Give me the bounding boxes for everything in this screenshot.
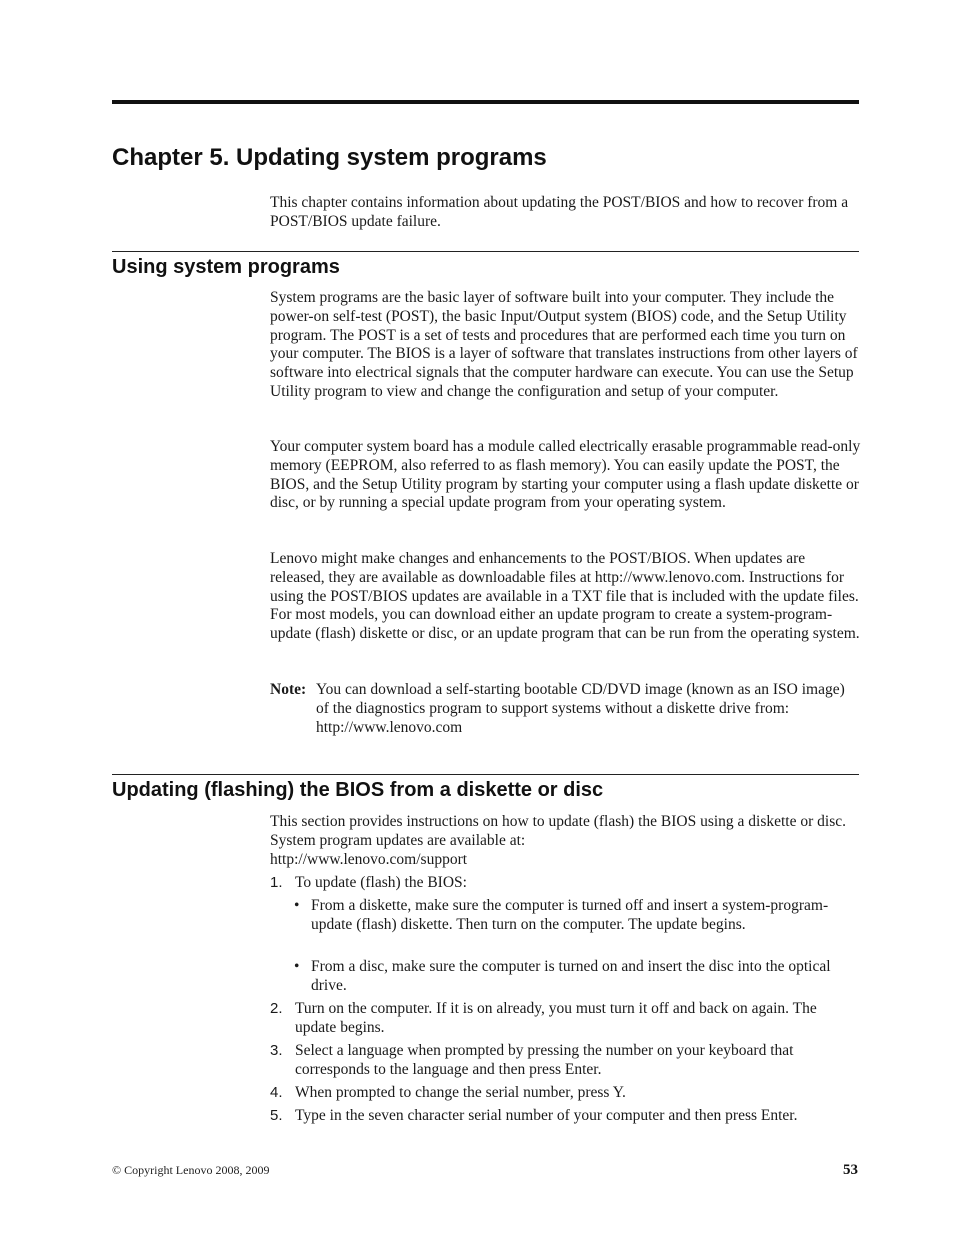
bullet-icon: • [294,897,300,914]
step-number: 2. [270,1000,283,1017]
note-text [316,681,846,737]
copyright-notice: © Copyright Lenovo 2008, 2009 [112,1163,270,1177]
step-number: 3. [270,1042,283,1059]
step-text: Turn on the computer. If it is on already, you must turn it off and back on again. The update begins. [295,1000,817,1036]
paragraph: Lenovo might make changes and enhancements to the POST/BIOS. When updates are released, they are available as downloadable files at http://www.lenovo.com. Instructions for using the POST/BIOS updates are available in a TXT file that is included with the update files. For most models, you can download either an update program to create a system-program-update (flash) diskette or disc, or an update program that can be run from the operating system. [270,550,860,642]
section-title-updating-bios: Updating (flashing) the BIOS from a diskette or disc [112,779,604,801]
note-url: http://www.lenovo.com [316,718,463,736]
chapter-top-rule [112,100,859,104]
section-divider [112,774,859,775]
step-number: 4. [270,1084,283,1101]
support-url: http://www.lenovo.com/support [270,850,468,868]
bullet-text: From a diskette, make sure the computer is turned off and insert a system-program-update (flash) diskette. Then turn on the computer. The update begins. [311,897,829,933]
note-body: You can download a self-starting bootable CD/DVD image (known as an ISO image) of the diagnostics program to support systems without a diskette drive from: [316,681,845,717]
step-text: To update (flash) the BIOS: [295,874,467,891]
step-text: When prompted to change the serial number, press Y. [295,1084,626,1101]
section-intro-text: This section provides instructions on how to update (flash) the BIOS using a diskette or disc. System program updates are available at: [270,813,846,849]
section-divider [112,251,859,252]
step-number: 5. [270,1107,283,1124]
chapter-intro: This chapter contains information about updating the POST/BIOS and how to recover from a POST/BIOS update failure. [270,194,849,230]
step-text: Type in the seven character serial number of your computer and then press Enter. [295,1107,798,1124]
bullet-text: From a disc, make sure the computer is turned on and insert the disc into the optical drive. [311,958,831,994]
paragraph: System programs are the basic layer of software built into your computer. They include the power-on self-test (POST), the basic Input/Output system (BIOS) code, and the Setup Utility program. The POST is a set of tests and procedures that are performed each time you turn on your computer. The BIOS is a layer of software that translates instructions from other layers of software into electrical signals that the computer hardware can execute. You can use the Setup Utility program to view and change the configuration and setup of your computer. [270,289,858,400]
bullet-icon: • [294,958,300,975]
section-title-using-system-programs: Using system programs [112,256,340,278]
step-number: 1. [270,874,283,891]
page-number: 53 [843,1162,858,1178]
section-intro [270,813,862,869]
chapter-title: Chapter 5. Updating system programs [112,144,547,171]
step-text: Select a language when prompted by pressing the number on your keyboard that corresponds to the language and then press Enter. [295,1042,794,1078]
note-label: Note: [270,681,307,698]
paragraph: Your computer system board has a module called electrically erasable programmable read-only memory (EEPROM, also referred to as flash memory). You can easily update the POST, the BIOS, and the Setup Utility program by starting your computer using a flash update diskette or disc, or by running a special update program from your operating system. [270,438,861,512]
